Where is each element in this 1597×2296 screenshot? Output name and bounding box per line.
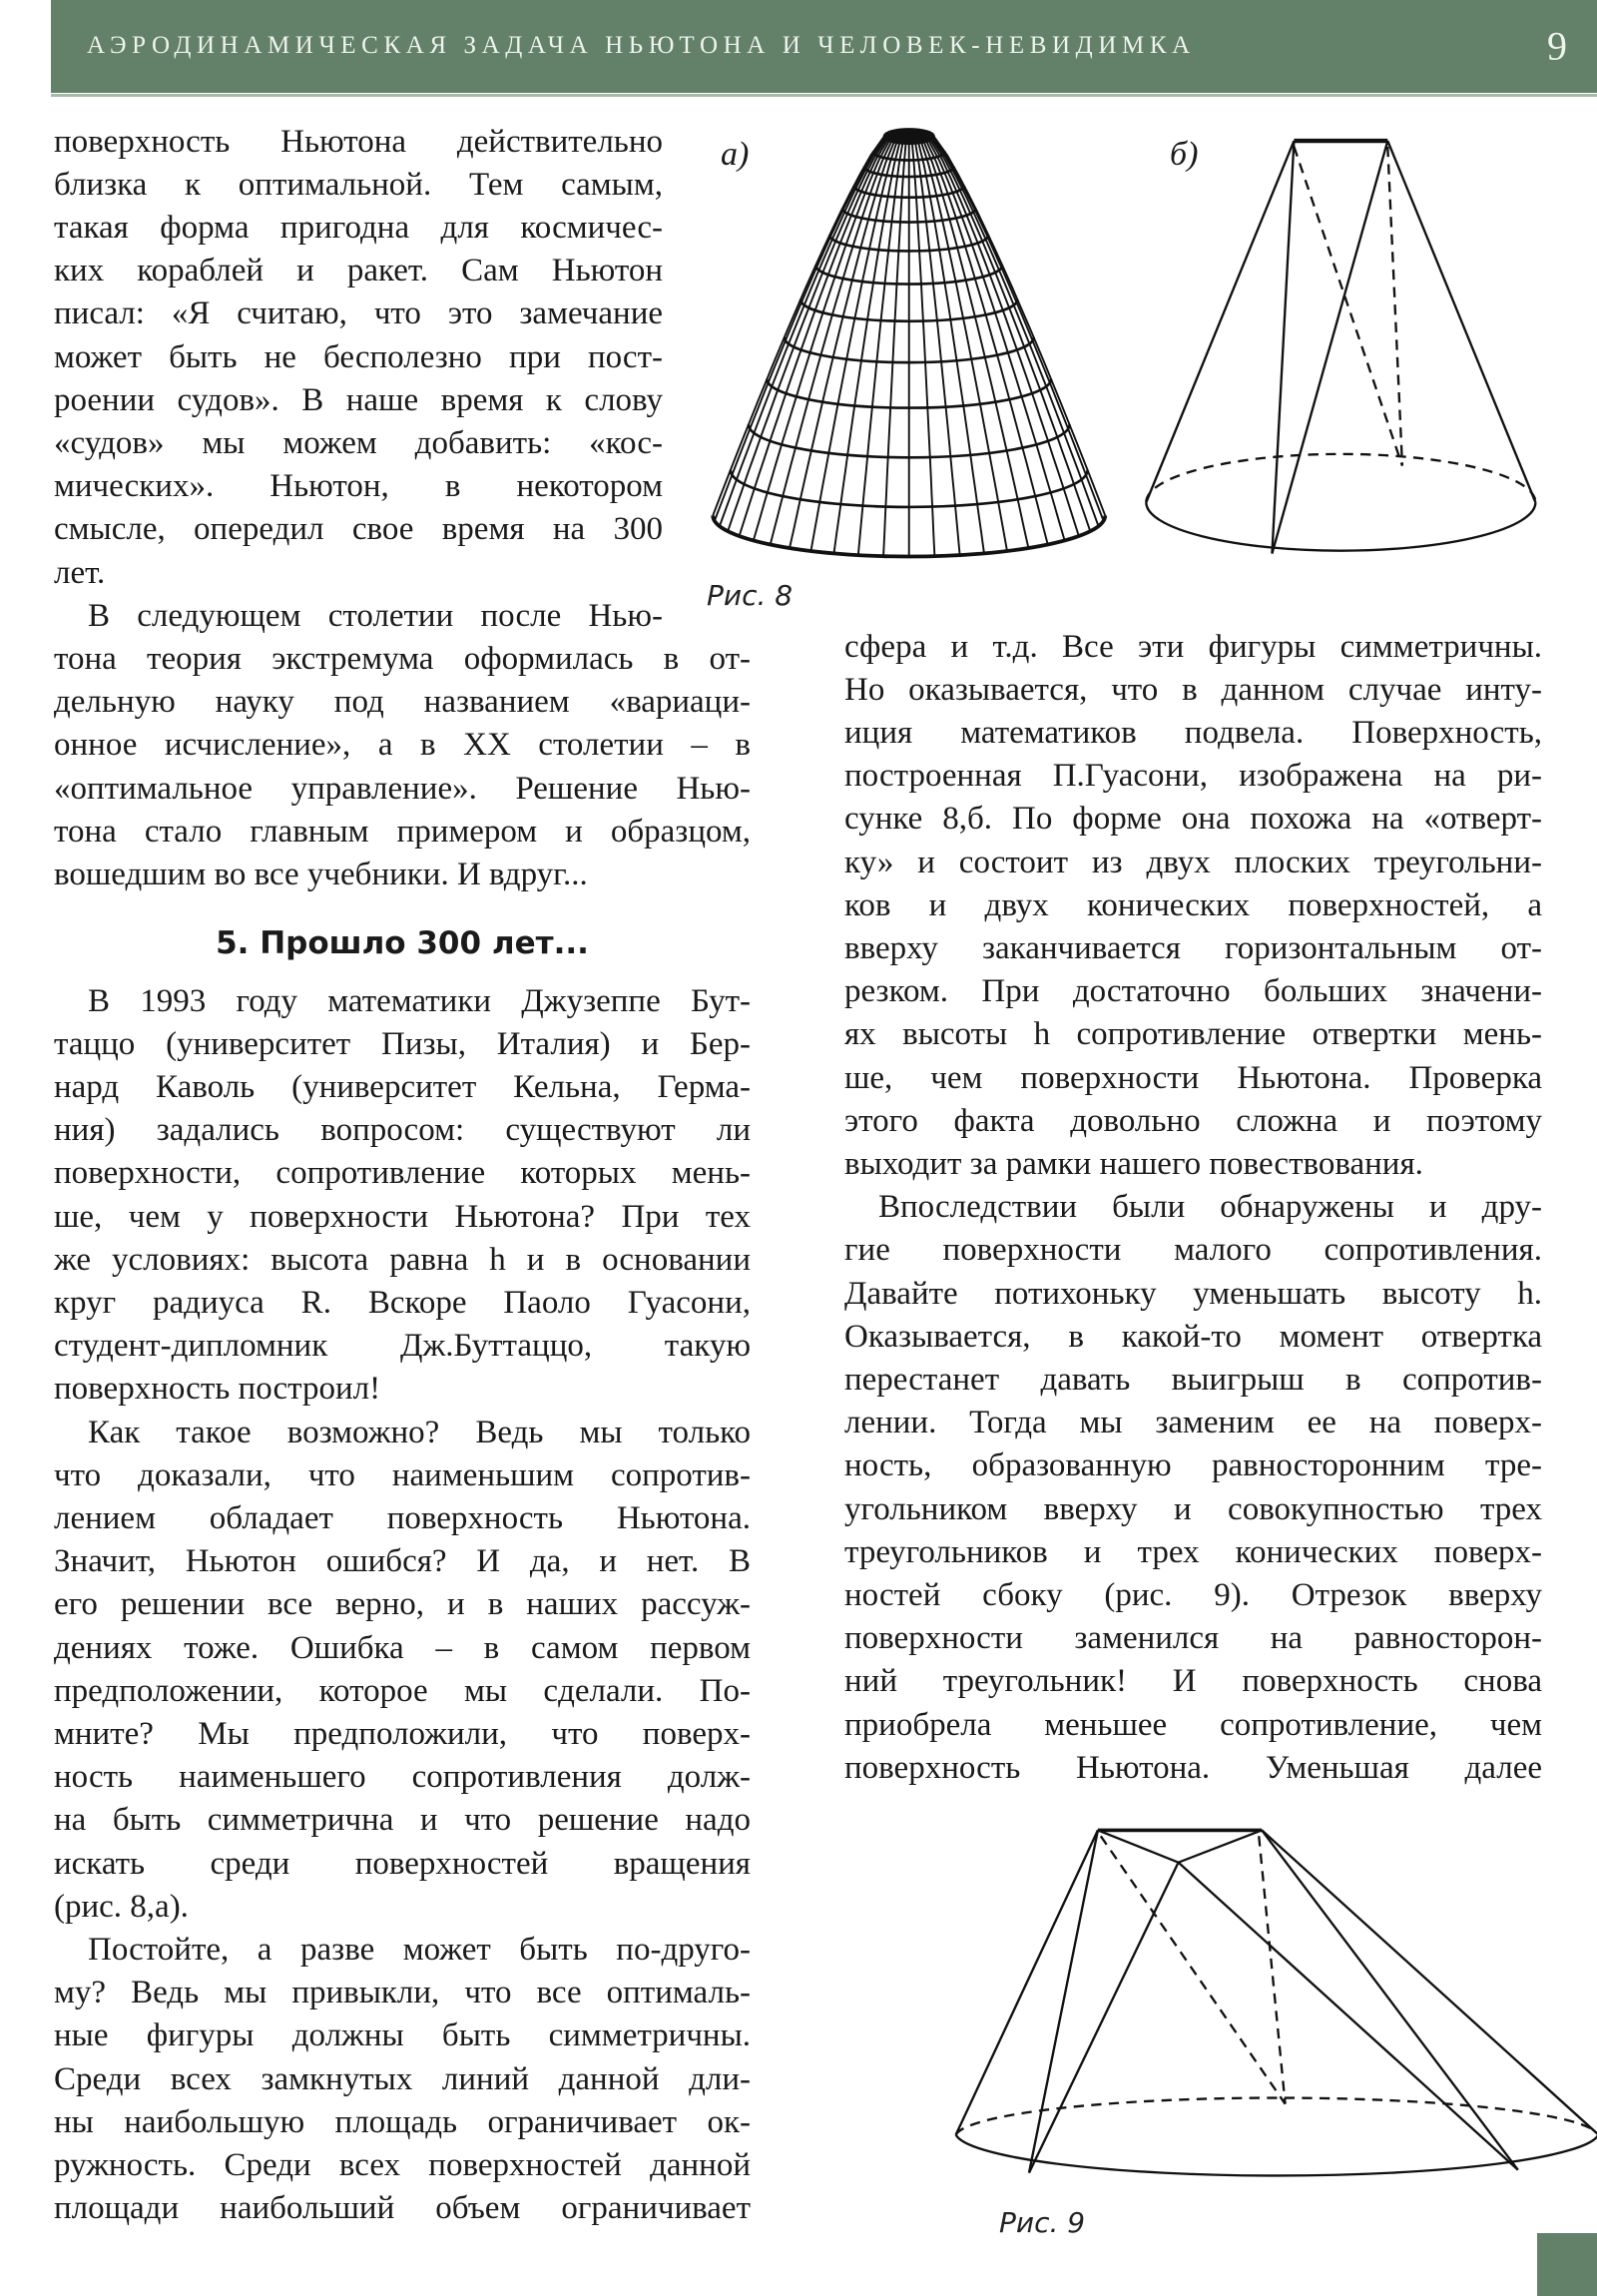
text-line: что доказали, что наименьшим сопротив- [54,1456,751,1493]
section-heading: 5. Прошло 300 лет... [216,925,589,961]
text-line: круг радиуса R. Вскоре Паоло Гуасони, [54,1284,751,1321]
text-line: ких кораблей и ракет. Сам Ньютон [54,253,663,289]
text-line: поверхность Ньютона. Уменьшая далее [844,1749,1542,1786]
text-line: сунке 8,б. По форме она похожа на «отверт- [844,801,1542,838]
text-line: «оптимальное управление». Решение Нью- [54,770,751,807]
text-line: перестанет давать выигрыш в сопротив- [844,1362,1542,1398]
running-title: АЭРОДИНАМИЧЕСКАЯ ЗАДАЧА НЬЮТОНА И ЧЕЛОВЕК-НЕВИДИМКА [87,32,1196,59]
text-line: может быть не бесполезно при пост- [54,338,663,375]
text-line: ные фигуры должны быть симметричны. [54,2017,751,2054]
text-line: приобрела меньшее сопротивление, чем [844,1706,1542,1743]
text-line: онное исчисление», а в XX столетии – в [54,727,751,764]
text-line: искать среди поверхностей вращения [54,1845,751,1882]
meridian-line [754,141,889,540]
text-line: Как такое возможно? Ведь мы только [88,1414,751,1450]
text-line: поверхность Ньютона действительно [54,123,663,160]
figure-8a-newton-surface [713,129,1105,556]
figure-8b-label: б) [1170,136,1199,173]
text-line: сфера и т.д. Все эти фигуры симметричны. [844,628,1542,665]
text-line: этого факта довольно сложна и поэтому [844,1102,1542,1139]
text-line: поверхности заменился на равносторон- [844,1620,1542,1657]
text-line: В следующем столетии после Нью- [88,597,663,634]
text-line: Среди всех замкнутых линий данной дли- [54,2060,751,2097]
text-line: дениях тоже. Ошибка – в самом первом [54,1629,751,1666]
text-line: угольником вверху и совокупностью трех [844,1490,1542,1527]
meridian-line [915,144,959,555]
text-line: «судов» мы можем добавить: «кос- [54,425,663,462]
figure-8a-label: а) [721,136,750,173]
text-line: же условиях: высота равна h и в основании [54,1241,751,1278]
text-line: мните? Мы предположили, что поверх- [54,1715,751,1752]
meridian-line [715,138,884,521]
text-line: на быть симметрична и что решение надо [54,1802,751,1839]
text-line: писал: «Я считаю, что это замечание [54,295,663,332]
text-line: нард Каволь (университет Кельна, Герма- [54,1068,751,1105]
text-line: тона стало главным примером и образцом, [54,813,751,850]
text-line: ков и двух конических поверхностей, а [844,886,1542,923]
text-line: Впоследствии были обнаружены и дру- [878,1189,1542,1226]
text-line: вошедшим во все учебники. И вдруг... [54,857,588,893]
text-line: треугольников и трех конических поверх- [844,1533,1542,1570]
text-line: ше, чем поверхности Ньютона. Проверка [844,1059,1542,1096]
text-line: В 1993 году математики Джузеппе Бут- [88,982,751,1019]
text-line: му? Ведь мы привыкли, что все оптималь- [54,1975,751,2011]
text-line: лет. [54,554,106,591]
text-line: площади наибольший объем ограничивает [54,2190,751,2227]
text-line: Значит, Ньютон ошибся? И да, и нет. В [54,1543,751,1580]
text-line: ях высоты h сопротивление отвертки мень- [844,1016,1542,1053]
text-line: Постойте, а разве может быть по-друго- [88,1931,751,1968]
text-line: такая форма пригодна для космичес- [54,210,663,247]
text-line: ше, чем у поверхности Ньютона? При тех [54,1198,751,1235]
text-line: Но оказывается, что в данном случае инту- [844,671,1542,708]
text-line: Оказывается, в какой-то момент отвертка [844,1318,1542,1355]
meridian-line [934,138,1104,521]
text-line: роении судов». В наше время к слову [54,381,663,418]
text-line: выходит за рамки нашего повествования. [844,1146,1423,1182]
text-line: поверхности, сопротивление которых мень- [54,1155,751,1192]
page-number: 9 [1547,23,1567,69]
text-line: смысле, опередил свое время на 300 [54,511,663,548]
text-line: (рис. 8,а). [54,1888,189,1925]
meridian-line [858,144,902,555]
text-line: иция математиков подвела. Поверхность, [844,715,1542,751]
figure-8b-screwdriver-surface [1146,141,1535,554]
text-line: гие поверхности малого сопротивления. [844,1232,1542,1269]
meridian-line [929,141,1065,540]
text-line: таццо (университет Пизы, Италия) и Бер- [54,1025,751,1062]
text-line: тона теория экстремума оформилась в от- [54,641,751,678]
text-line: ны наибольшую площадь ограничивает ок- [54,2103,751,2140]
apex-cap [884,129,934,144]
text-line: вверху заканчивается горизонтальным от- [844,930,1542,966]
figure-9-triangle-surface [956,1830,1597,2175]
text-line: резком. При достаточно больших значени- [844,973,1542,1010]
text-line: ружность. Среди всех поверхностей данной [54,2146,751,2183]
figure-8-caption: Рис. 8 [707,579,794,612]
text-line: Давайте потихоньку уменьшать высоту h. [844,1275,1542,1312]
text-line: построенная П.Гуасони, изображена на ри- [844,758,1542,795]
text-line: поверхность построил! [54,1371,381,1408]
text-line: предположении, которое мы сделали. По- [54,1672,751,1709]
text-line: мических». Ньютон, в некотором [54,468,663,505]
text-line: ность наименьшего сопротивления долж- [54,1759,751,1796]
text-line: лением обладает поверхность Ньютона. [54,1499,751,1536]
figure-9-caption: Рис. 9 [999,2206,1086,2239]
text-line: ностей сбоку (рис. 9). Отрезок вверху [844,1577,1542,1613]
text-line: ний треугольник! И поверхность снова [844,1663,1542,1700]
text-line: близка к оптимальной. Тем самым, [54,166,663,203]
text-line: его решении все верно, и в наших рассуж- [54,1586,751,1623]
text-line: студент-дипломник Дж.Буттаццо, такую [54,1328,751,1365]
text-line: дельную науку под названием «вариаци- [54,684,751,721]
text-line: ку» и состоит из двух плоских треугольни- [844,844,1542,880]
text-line: ния) задались вопросом: существуют ли [54,1112,751,1149]
text-line: ность, образованную равносторонним тре- [844,1447,1542,1484]
text-line: лении. Тогда мы заменим ее на поверх- [844,1405,1542,1441]
